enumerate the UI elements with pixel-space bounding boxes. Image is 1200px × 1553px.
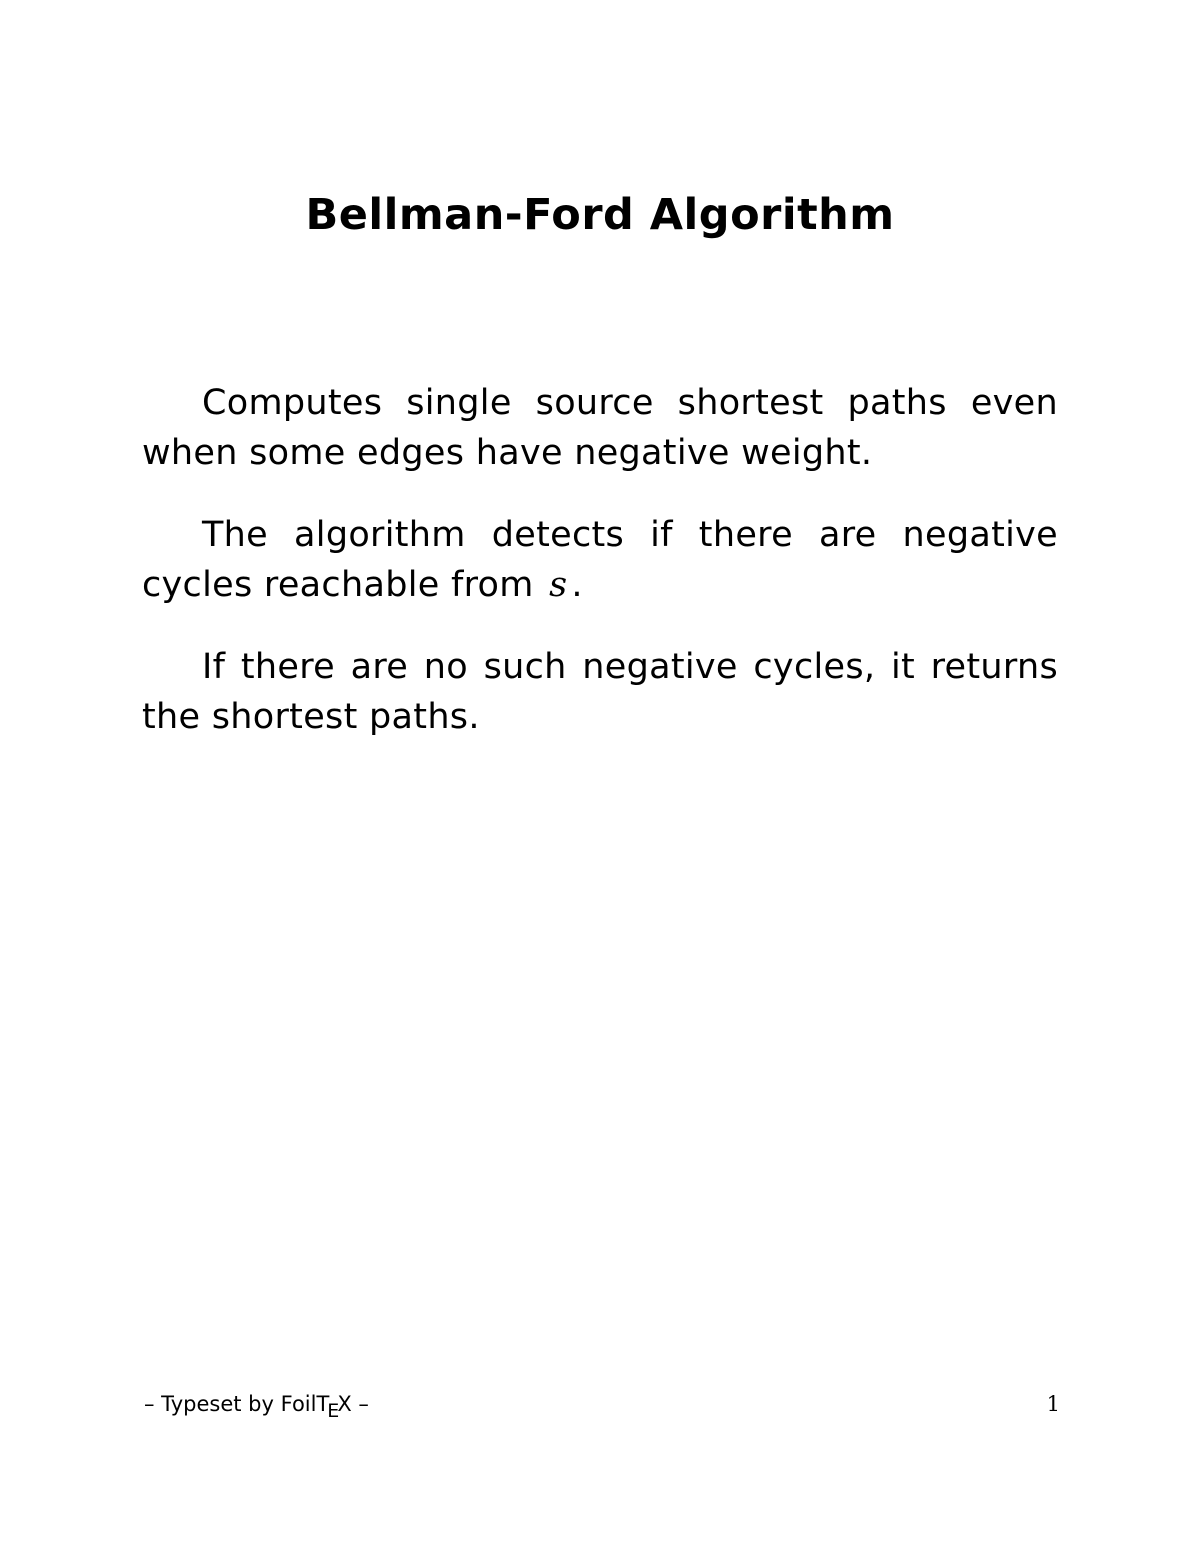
- footer-typeset-credit: [144, 1392, 369, 1422]
- page-number: 1: [1046, 1392, 1060, 1416]
- paragraph-negative-weights: Computes single source shortest paths even when some edges have negative weight.: [142, 383, 1058, 473]
- footer-prefix: – Typeset by FoilT: [144, 1392, 330, 1416]
- paragraph-negative-cycles: [142, 510, 1058, 610]
- footer-tex-e: E: [327, 1400, 340, 1422]
- paragraph-shortest-paths: If there are no such negative cycles, it returns the shortest paths.: [142, 647, 1058, 737]
- math-variable-s: s: [549, 565, 568, 605]
- paragraph-negative-cycles-text: The algorithm detects if there are negative cycles reachable from: [142, 515, 1058, 605]
- footer-suffix: X –: [337, 1392, 369, 1416]
- slide-title: Bellman-Ford Algorithm: [305, 190, 895, 240]
- paragraph-negative-cycles-period: .: [571, 565, 583, 605]
- slide-body: [142, 378, 1058, 774]
